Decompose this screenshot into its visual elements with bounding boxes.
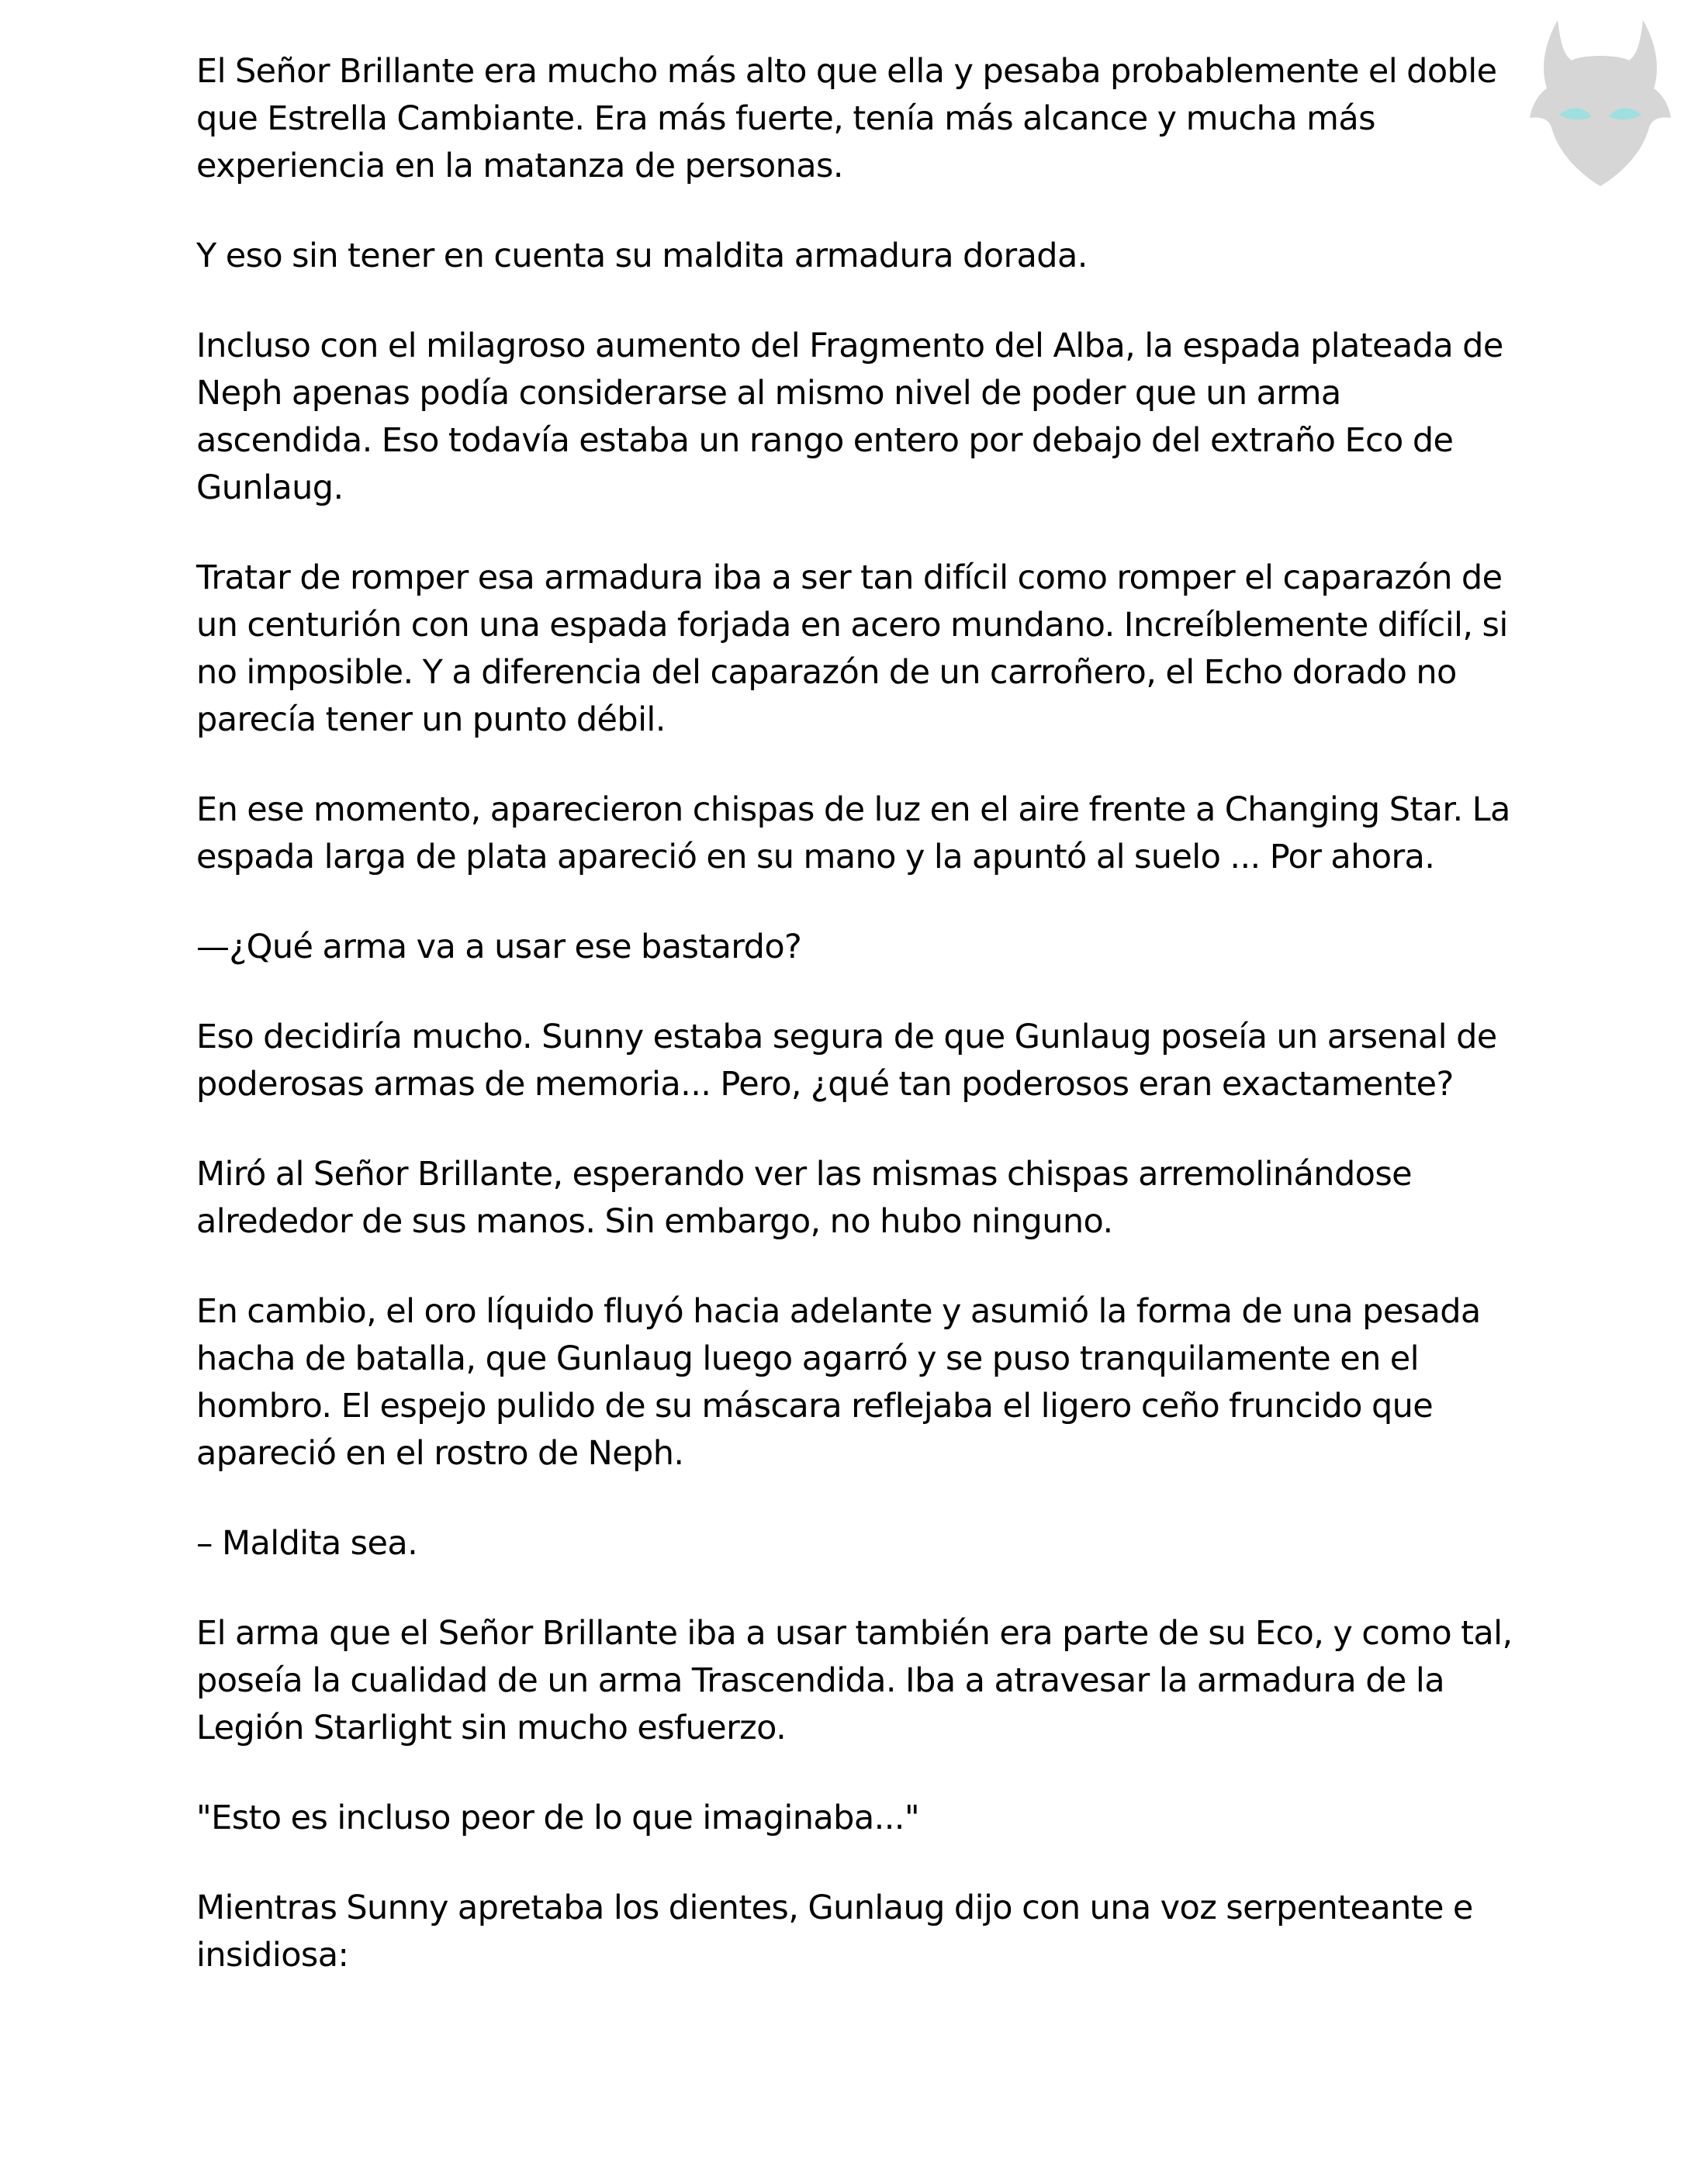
demon-mask-icon bbox=[1527, 14, 1674, 192]
paragraph: Mientras Sunny apretaba los dientes, Gunlaug dijo con una voz serpenteante e insidiosa: bbox=[196, 1889, 1473, 1975]
paragraph: – Maldita sea. bbox=[196, 1524, 418, 1563]
paragraph: Miró al Señor Brillante, esperando ver las mismas chispas arremolinándose alrededor de sus manos. Sin embargo, no hubo ninguno. bbox=[196, 1155, 1413, 1241]
demon-mask-shape bbox=[1530, 20, 1671, 186]
paragraph: Y eso sin tener en cuenta su maldita armadura dorada. bbox=[196, 237, 1088, 275]
paragraph: "Esto es incluso peor de lo que imaginaba..." bbox=[196, 1799, 920, 1837]
paragraph: El arma que el Señor Brillante iba a usar también era parte de su Eco, y como tal, poseía la cualidad de un arma Trascendida. Iba a atravesar la armadura de la Legión Starlight sin mucho esfuerzo. bbox=[196, 1614, 1513, 1747]
paragraph: En ese momento, aparecieron chispas de luz en el aire frente a Changing Star. La espada larga de plata apareció en su mano y la apuntó al suelo ... Por ahora. bbox=[196, 790, 1510, 876]
paragraph: En cambio, el oro líquido fluyó hacia adelante y asumió la forma de una pesada hacha de batalla, que Gunlaug luego agarró y se puso tranquilamente en el hombro. El espejo pulido de su máscara reflejaba el ligero ceño fruncido que apareció en el rostro de Neph. bbox=[196, 1292, 1481, 1473]
paragraph: Eso decidiría mucho. Sunny estaba segura de que Gunlaug poseía un arsenal de poderosas armas de memoria... Pero, ¿qué tan poderosos eran exactamente? bbox=[196, 1018, 1497, 1104]
paragraph: Tratar de romper esa armadura iba a ser tan difícil como romper el caparazón de un centurión con una espada forjada en acero mundano. Increíblemente difícil, si no imposible. Y a diferencia del caparazón de un carroñero, el Echo dorado no parecía tener un punto débil. bbox=[196, 558, 1508, 739]
document-body bbox=[196, 48, 1515, 2022]
paragraph: El Señor Brillante era mucho más alto que ella y pesaba probablemente el doble que Estrella Cambiante. Era más fuerte, tenía más alcance y mucha más experiencia en la matanza de personas. bbox=[196, 52, 1497, 185]
paragraph: —¿Qué arma va a usar ese bastardo? bbox=[196, 928, 802, 966]
paragraph: Incluso con el milagroso aumento del Fragmento del Alba, la espada plateada de Neph apenas podía considerarse al mismo nivel de poder que un arma ascendida. Eso todavía estaba un rango entero por debajo del extraño Eco de Gunlaug. bbox=[196, 327, 1503, 507]
